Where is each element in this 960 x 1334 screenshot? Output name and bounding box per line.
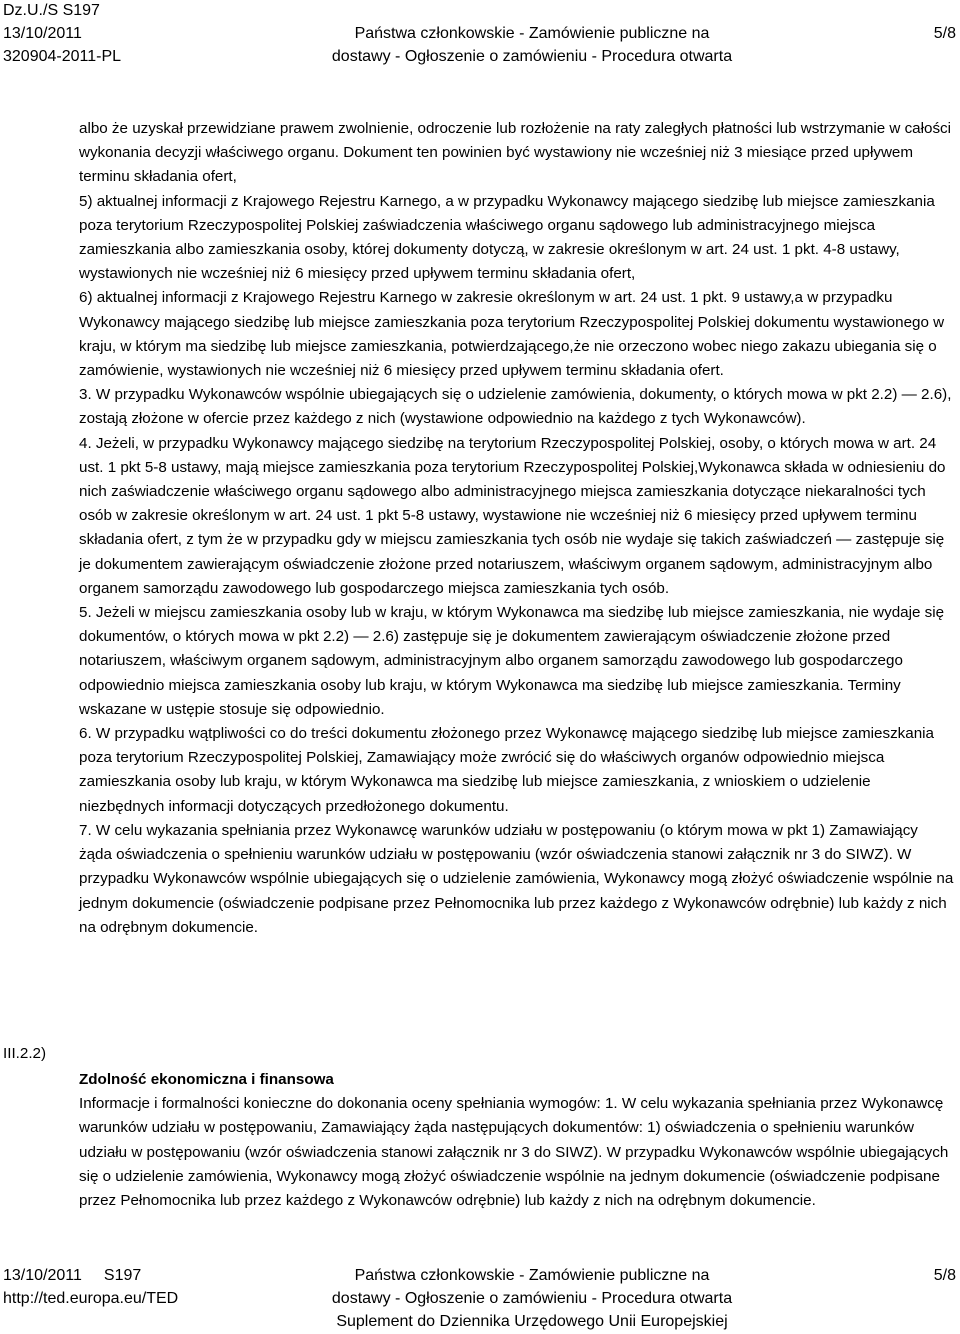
paragraph: 5) aktualnej informacji z Krajowego Rejestru Karnego, a w przypadku Wykonawcy mającego siedzibę lub miejsce zamieszkania poza terytorium Rzeczypospolitej Polskiej zaświadczenia właściwego organu sądowego lub administracyjnego miejsca zamieszkania albo zamieszkania osoby, której dokumenty dotyczą, w zakresie określonym w art. 24 ust. 1 pkt. 4-8 ustawy, wystawionych nie wcześniej niż 6 miesięcy przed upływem terminu składania ofert, xyxy=(79,192,935,283)
footer-url[interactable]: http://ted.europa.eu/TED xyxy=(3,1290,179,1307)
paragraph: 6. W przypadku wątpliwości co do treści dokumentu złożonego przez Wykonawcę mającego siedzibę lub miejsce zamieszkania poza terytorium Rzeczypospolitej Polskiej, Zamawiający może zwrócić się do właściwych organów odpowiednio miejsca zamieszkania osoby lub kraju, w którym Wykonawca ma siedzibę lub miejsce zamieszkania, z wnioskiem o udzielenie niezbędnych informacji dotyczących przedłożonego dokumentu. xyxy=(79,725,934,815)
paragraph: 5. Jeżeli w miejscu zamieszkania osoby lub w kraju, w którym Wykonawca ma siedzibę lub miejsce zamieszkania, nie wydaje się dokumentów, o których mowa w pkt 2.2) — 2.6) zastępuje się je dokumentem zawierającym oświadczenie złożone przed notariuszem, właściwym organem sądowym, administracyjnym albo organem samorządu zawodowego lub gospodarczego odpowiednio miejsca zamieszkania osoby lub kraju, w którym Wykonawca ma siedzibę lub miejsce zamieszkania. Terminy wskazane w ustępie stosuje się odpowiednio. xyxy=(79,604,945,718)
footer-left xyxy=(3,1264,178,1310)
header-title-line2: dostawy - Ogłoszenie o zamówieniu - Procedura otwarta xyxy=(331,48,733,65)
paragraph: 3. W przypadku Wykonawców wspólnie ubiegających się o udzielenie zamówienia, dokumenty, o których mowa w pkt 2.2) — 2.6), zostają złożone w ofercie przez każdego z nich (wystawione odpowiednio na każdego z tych Wykonawców). xyxy=(79,386,952,428)
header-page-number: 5/8 xyxy=(933,25,956,42)
footer-title-line3: Suplement do Dziennika Urzędowego Unii Europejskiej xyxy=(336,1313,728,1330)
header-left xyxy=(3,0,121,68)
header-center xyxy=(312,0,752,68)
document-body xyxy=(79,117,955,940)
section-text: Informacje i formalności konieczne do dokonania oceny spełniania wymogów: 1. W celu wykazania spełniania przez Wykonawcę warunków udziału w postępowaniu, Zamawiający żąda następujących dokumentów: 1) oświadczenia o spełnieniu warunków udziału w postępowaniu (wzór oświadczenia stanowi załącznik nr 3 do SIWZ). W przypadku Wykonawców wspólnie ubiegających się o udzielenie zamówienia, Wykonawcy mogą złożyć oświadczenie wspólnie na jednym dokumencie (oświadczenie podpisane przez Pełnomocnika lub przez każdego z Wykonawców odrębnie) lub każdy z nich na odrębnym dokumencie. xyxy=(79,1095,949,1210)
footer-date: 13/10/2011 xyxy=(3,1267,82,1284)
section-title: Zdolność ekonomiczna i finansowa xyxy=(79,1071,334,1088)
header-date: 13/10/2011 xyxy=(3,25,82,42)
footer-series: S197 xyxy=(103,1267,142,1284)
paragraph: albo że uzyskał przewidziane prawem zwolnienie, odroczenie lub rozłożenie na raty zaległych płatności lub wstrzymanie w całości wykonania decyzji właściwego organu. Dokument ten powinien być wystawiony nie wcześniej niż 3 miesiące przed upływem terminu składania ofert, xyxy=(79,120,952,186)
notice-ref: 320904-2011-PL xyxy=(3,48,122,65)
footer-center xyxy=(312,1264,752,1333)
footer-title-line1: Państwa członkowskie - Zamówienie publiczne na xyxy=(354,1267,710,1284)
journal-ref: Dz.U./S S197 xyxy=(3,2,100,19)
paragraph: 4. Jeżeli, w przypadku Wykonawcy mającego siedzibę na terytorium Rzeczypospolitej Polskiej, osoby, o których mowa w art. 24 ust. 1 pkt 5-8 ustawy, mają miejsce zamieszkania poza terytorium Rzeczypospolitej Polskiej,Wykonawca składa w odniesieniu do nich zaświadczenie właściwego organu sądowego albo administracyjnego miejsca zamieszkania dotyczące niekaralności tych osób w zakresie określonym w art. 24 ust. 1 pkt 5-8 ustawy, wystawione nie wcześniej niż 6 miesięcy przed upływem terminu składania ofert, z tym że w przypadku gdy w miejscu zamieszkania tych osób nie wydaje się takich zaświadczeń — zastępuje się je dokumentem zawierającym oświadczenie złożone przed notariuszem, właściwym organem sądowym, administracyjnym albo organem samorządu zawodowego lub gospodarczego miejsca zamieszkania tych osób. xyxy=(79,434,946,597)
paragraph: 7. W celu wykazania spełniania przez Wykonawcę warunków udziału w postępowaniu (o którym mowa w pkt 1) Zamawiający żąda oświadczenia o spełnieniu warunków udziału w postępowaniu (wzór oświadczenia stanowi załącznik nr 3 do SIWZ). W przypadku Wykonawców wspólnie ubiegających się o udzielenie zamówienia, Wykonawcy mogą złożyć oświadczenie wspólnie na jednym dokumencie (oświadczenie podpisane przez Pełnomocnika lub przez każdego z Wykonawców odrębnie) lub każdy z nich na odrębnym dokumencie. xyxy=(79,821,954,936)
section-content xyxy=(79,1068,955,1213)
footer-title-line2: dostawy - Ogłoszenie o zamówieniu - Procedura otwarta xyxy=(331,1290,733,1307)
footer-page-number: 5/8 xyxy=(933,1267,956,1284)
section-number: III.2.2) xyxy=(3,1045,47,1062)
paragraph: 6) aktualnej informacji z Krajowego Rejestru Karnego w zakresie określonym w art. 24 ust. 1 pkt. 9 ustawy,a w przypadku Wykonawcy mającego siedzibę lub miejsce zamieszkania poza terytorium Rzeczypospolitej Polskiej dokumentu wystawionego w kraju, w którym ma siedzibę lub miejsce zamieszkania, potwierdzającego,że nie orzeczono wobec niego zakazu ubiegania się o zamówienie, wystawionych nie wcześniej niż 6 miesięcy przed upływem terminu składania ofert. xyxy=(79,289,945,380)
header-title-line1: Państwa członkowskie - Zamówienie publiczne na xyxy=(354,25,710,42)
